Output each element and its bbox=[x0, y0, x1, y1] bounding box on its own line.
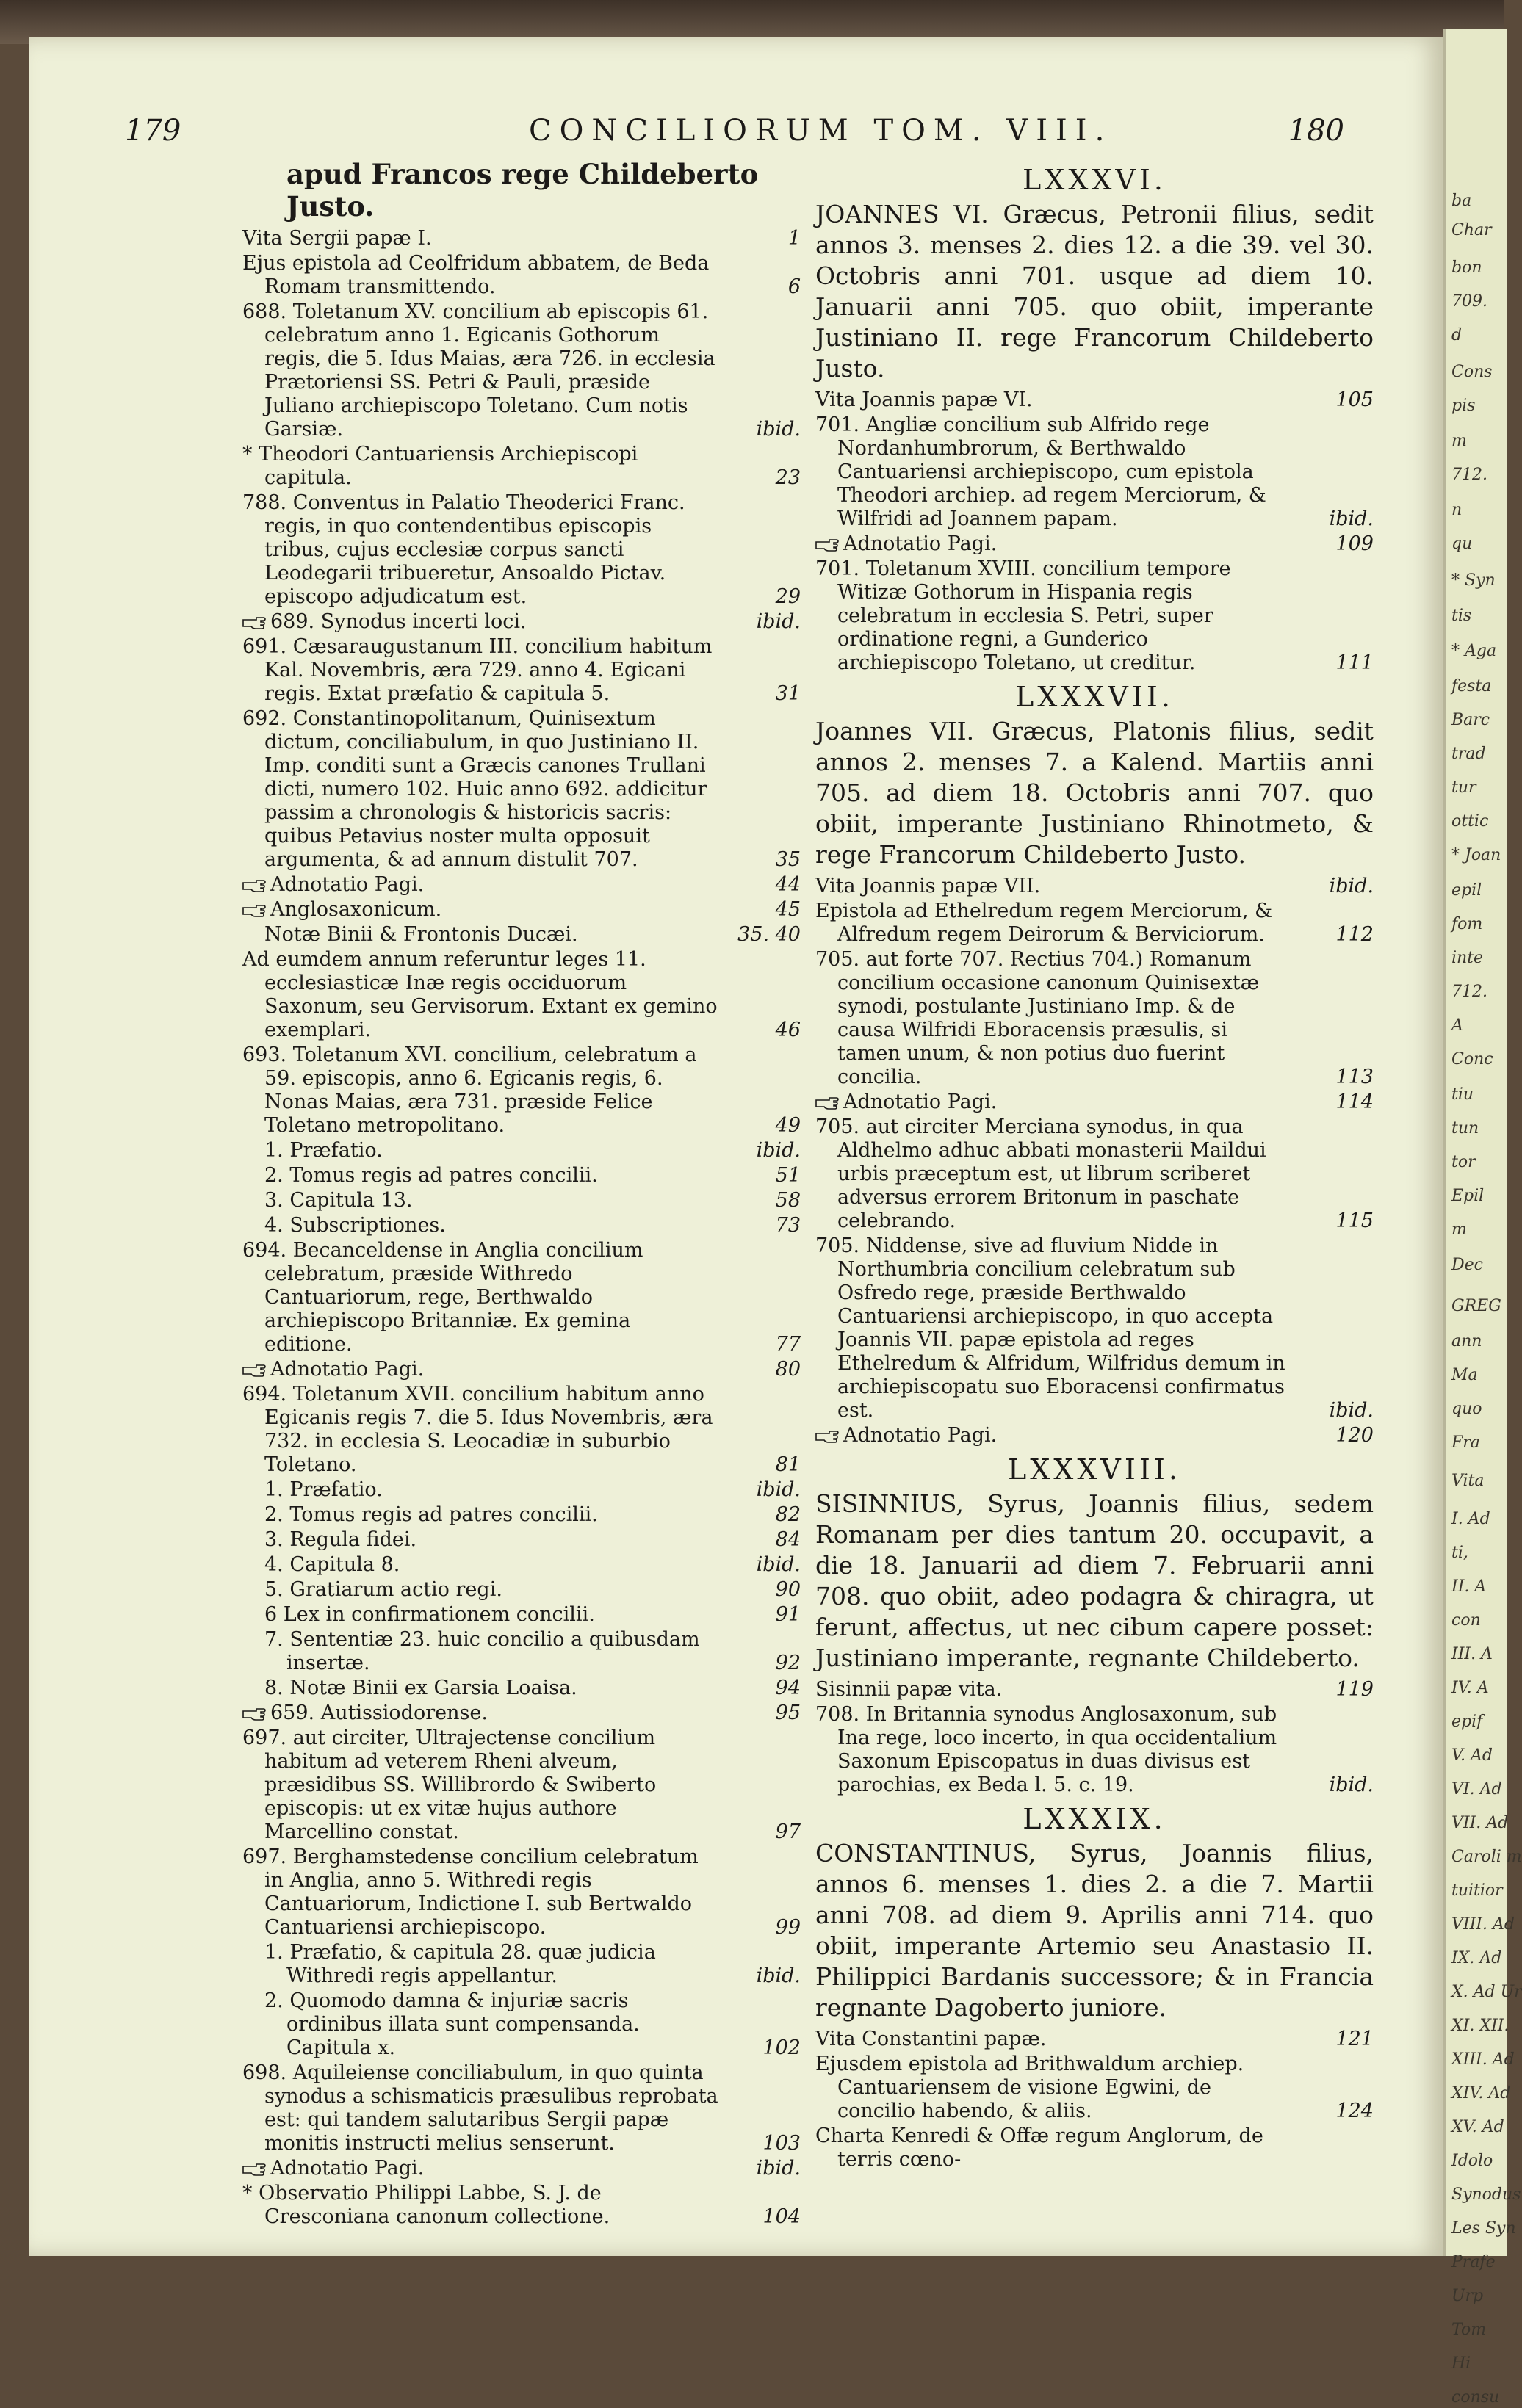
index-entry bbox=[242, 1845, 801, 1939]
column-title: apud Francos rege Childeberto Justo. bbox=[286, 158, 759, 223]
next-page-edge bbox=[1443, 29, 1522, 2407]
next-page-fragment: Epil bbox=[1451, 1187, 1485, 1205]
entry-page-ref: ibid. bbox=[1329, 875, 1374, 897]
running-title: CONCILIORUM TOM. VIII. bbox=[529, 114, 1113, 148]
entry-page-ref: 44 bbox=[775, 873, 801, 896]
entry-text: Vita Sergii papæ I. bbox=[242, 227, 432, 250]
entry-text: Adnotatio Pagi. bbox=[242, 2157, 720, 2180]
pontificate-heading: LXXXVI. bbox=[1023, 164, 1166, 196]
entry-page-ref: 84 bbox=[775, 1528, 801, 1551]
index-entry bbox=[242, 2061, 801, 2155]
next-page-fragment: Fra bbox=[1451, 1433, 1480, 1452]
next-page-fragment: Caroli m bbox=[1451, 1848, 1522, 1866]
next-page-fragment: * Aga bbox=[1451, 642, 1497, 660]
next-page-fragment: m bbox=[1451, 1221, 1467, 1239]
next-page-fragment: tuitior bbox=[1451, 1881, 1503, 1900]
entry-text: 694. Toletanum XVII. concilium habitum anno Egicanis regis 7. die 5. Idus Novembris, æra 732. in ecclesia S. Leocadiæ in suburbio Toletano. bbox=[242, 1383, 713, 1476]
next-page-fragment: quo bbox=[1451, 1400, 1482, 1418]
index-entry bbox=[242, 1383, 801, 1477]
entry-text: Vita Joannis papæ VI. bbox=[815, 388, 1033, 411]
entry-text: Adnotatio Pagi. bbox=[815, 1424, 1293, 1447]
entry-page-ref: ibid. bbox=[756, 1139, 801, 1162]
next-page-fragment: VII. Ad bbox=[1451, 1814, 1509, 1832]
next-page-fragment: 712. bbox=[1451, 983, 1487, 1001]
next-page-fragment: bon bbox=[1451, 258, 1482, 277]
next-page-fragment: Dec bbox=[1451, 1256, 1483, 1274]
entry-page-ref: 109 bbox=[1335, 532, 1374, 555]
entry-text: 705. aut forte 707. Rectius 704.) Romanum concilium occasione canonum Quinisextæ synodi, postulante Justiniano Imp. & de causa Wilfridi Eboracensis præsulis, si tamen unum, & non potius duo fuerint concilia. bbox=[815, 948, 1259, 1088]
pontificate-heading: LXXXVIII. bbox=[1008, 1453, 1181, 1486]
next-page-fragment: trad bbox=[1451, 745, 1486, 763]
index-entry bbox=[242, 1628, 801, 1675]
index-entry bbox=[242, 1503, 801, 1527]
entry-page-ref: 124 bbox=[1335, 2100, 1374, 2122]
page-header bbox=[125, 114, 1344, 158]
entry-page-ref: ibid. bbox=[756, 1553, 801, 1576]
page-number-left: 179 bbox=[125, 114, 181, 148]
next-page-fragment: Les Syn bbox=[1451, 2219, 1516, 2238]
next-page-fragment: Tom bbox=[1451, 2321, 1487, 2339]
next-page-fragment: tiu bbox=[1451, 1085, 1474, 1104]
entry-text: 689. Synodus incerti loci. bbox=[242, 610, 720, 634]
entry-text: Ejus epistola ad Ceolfridum abbatem, de Beda Romam transmittendo. bbox=[242, 252, 710, 298]
index-entry bbox=[242, 1578, 801, 1602]
entry-text: * Theodori Cantuariensis Archiepiscopi capitula. bbox=[242, 443, 638, 489]
index-entry bbox=[815, 1091, 1374, 1114]
entry-text: 2. Tomus regis ad patres concilii. bbox=[264, 1503, 598, 1526]
entry-page-ref: 97 bbox=[775, 1821, 801, 1843]
next-page-fragment: VI. Ad bbox=[1451, 1780, 1502, 1798]
index-entry bbox=[815, 1116, 1374, 1233]
entry-text: 3. Capitula 13. bbox=[264, 1189, 413, 1212]
index-entry bbox=[242, 1603, 801, 1627]
pontificate-summary: CONSTANTINUS, Syrus, Joannis filius, annos 6. menses 1. dies 2. a die 7. Martii anni 708. ad diem 9. Aprilis anni 714. quo obiit, imperante Artemio seu Anastasio II. Philippici Bardanis successore; & in Francia regnante Dagoberto juniore. bbox=[815, 1839, 1374, 2022]
entry-page-ref: 113 bbox=[1335, 1066, 1374, 1088]
entry-page-ref: 82 bbox=[775, 1503, 801, 1526]
entry-page-ref: 105 bbox=[1335, 388, 1374, 411]
next-page-fragment: XV. Ad bbox=[1451, 2118, 1504, 2136]
next-page-fragment: fom bbox=[1451, 915, 1483, 933]
entry-page-ref: 51 bbox=[775, 1164, 801, 1187]
entry-text: Epistola ad Ethelredum regem Merciorum, & Alfredum regem Deirorum & Berviciorum. bbox=[815, 900, 1273, 946]
next-page-fragment: tis bbox=[1451, 607, 1472, 625]
index-entry bbox=[815, 1234, 1374, 1422]
entry-page-ref: 35 bbox=[775, 848, 801, 871]
entry-page-ref: ibid. bbox=[1329, 507, 1374, 530]
entry-page-ref: 121 bbox=[1335, 2028, 1374, 2050]
entry-page-ref: 95 bbox=[775, 1702, 801, 1724]
next-page-fragment: ann bbox=[1451, 1332, 1482, 1351]
index-entry bbox=[242, 610, 801, 634]
entry-text: 5. Gratiarum actio regi. bbox=[264, 1578, 502, 1601]
entry-page-ref: 46 bbox=[775, 1019, 801, 1041]
entry-page-ref: 58 bbox=[775, 1189, 801, 1212]
entry-text: Sisinnii papæ vita. bbox=[815, 1678, 1003, 1701]
index-entry bbox=[815, 900, 1374, 947]
next-page-fragment: Conc bbox=[1451, 1050, 1493, 1069]
index-entry bbox=[242, 491, 801, 609]
index-entry bbox=[242, 1358, 801, 1381]
index-entry bbox=[242, 2157, 801, 2180]
entry-text: 697. aut circiter, Ultrajectense concilium habitum ad veterem Rheni alveum, præsidibus SS. Willibrordo & Swiberto episcopis: ut ex vitæ hujus authore Marcellino constat. bbox=[242, 1727, 657, 1843]
entry-page-ref: 120 bbox=[1335, 1424, 1374, 1447]
entry-text: 705. aut circiter Merciana synodus, in qua Aldhelmo adhuc abbati monasterii Maildui urbis præceptum est, ut librum scriberet adversus errorem Britonum in paschate celebrando. bbox=[815, 1116, 1266, 1232]
next-page-fragment: tur bbox=[1451, 778, 1476, 797]
entry-page-ref: 77 bbox=[775, 1333, 801, 1356]
index-entry bbox=[242, 1989, 801, 2060]
entry-text: 659. Autissiodorense. bbox=[242, 1702, 720, 1725]
entry-text: 691. Cæsaraugustanum III. concilium habitum Kal. Novembris, æra 729. anno 4. Egicani regis. Extat præfatio & capitula 5. bbox=[242, 635, 713, 705]
entry-page-ref: 111 bbox=[1335, 651, 1374, 674]
index-entry bbox=[242, 1139, 801, 1163]
index-entry bbox=[815, 948, 1374, 1089]
entry-text: 697. Berghamstedense concilium celebratum in Anglia, anno 5. Withredi regis Cantuariorum, Indictione I. sub Bertwaldo Cantuariensi archiepiscopo. bbox=[242, 1845, 699, 1939]
entry-text: Charta Kenredi & Offæ regum Anglorum, de terris cœno- bbox=[815, 2125, 1263, 2171]
pointing-hand-icon bbox=[242, 616, 266, 629]
next-page-fragment: VIII. Ad bbox=[1451, 1915, 1515, 1934]
index-entry bbox=[815, 413, 1374, 531]
next-page-fragment: con bbox=[1451, 1611, 1481, 1630]
next-page-fragment: * Joan bbox=[1451, 846, 1501, 864]
index-entry bbox=[242, 252, 801, 299]
entry-page-ref: 104 bbox=[762, 2205, 801, 2228]
next-page-fragment: I. Ad bbox=[1451, 1510, 1490, 1528]
entry-page-ref: 119 bbox=[1335, 1678, 1374, 1701]
pontificate-heading: LXXXIX. bbox=[1023, 1803, 1166, 1835]
index-entry bbox=[242, 1189, 801, 1212]
entry-page-ref: 1 bbox=[787, 227, 801, 250]
entry-text: 6 Lex in confirmationem concilii. bbox=[264, 1603, 595, 1626]
next-page-fragment: Ma bbox=[1451, 1366, 1478, 1384]
next-page-fragment: Vita bbox=[1451, 1472, 1485, 1490]
entry-text: 2. Tomus regis ad patres concilii. bbox=[264, 1164, 598, 1187]
index-entry bbox=[242, 1727, 801, 1844]
index-entry bbox=[242, 1214, 801, 1237]
entry-page-ref: 90 bbox=[775, 1578, 801, 1601]
entry-page-ref: 103 bbox=[762, 2132, 801, 2155]
entry-text: Adnotatio Pagi. bbox=[815, 1091, 1293, 1114]
entry-page-ref: ibid. bbox=[756, 1964, 801, 1987]
entry-text: 705. Niddense, sive ad fluvium Nidde in Northumbria concilium celebratum sub Osfredo rege, præside Berthwaldo Cantuariensi archiepiscopo, in quo accepta Joannis VII. papæ epistola ad reges Ethelredum & Alfridum, Wilfridus demum in archiepiscopatu suo Eboracensi confirmatus est. bbox=[815, 1234, 1285, 1422]
entry-text: Vita Constantini papæ. bbox=[815, 2028, 1047, 2050]
entry-page-ref: 45 bbox=[775, 898, 801, 921]
index-entry bbox=[242, 443, 801, 490]
entry-text: Notæ Binii & Frontonis Ducæi. bbox=[264, 923, 578, 946]
entry-page-ref: 80 bbox=[775, 1358, 801, 1381]
entry-text: 692. Constantinopolitanum, Quinisextum dictum, conciliabulum, in quo Justiniano II. Imp. conditi sunt a Græcis canones Trullani dicti, numero 102. Huic anno 692. addicitur passim a chronologis & historicis sacris: quibus Petavius noster multa opposuit argumenta, & ad annum distulit 707. bbox=[242, 707, 707, 871]
next-page-fragment: epil bbox=[1451, 881, 1482, 900]
next-page-fragment: X. Ad Ur bbox=[1451, 1983, 1522, 2001]
left-column bbox=[242, 158, 801, 2230]
entry-page-ref: 31 bbox=[775, 682, 801, 705]
entry-page-ref: 94 bbox=[775, 1677, 801, 1699]
next-page-fragment: qu bbox=[1451, 535, 1473, 553]
index-entry bbox=[242, 2182, 801, 2229]
entry-page-ref: ibid. bbox=[756, 418, 801, 441]
next-page-fragment: * Syn bbox=[1451, 571, 1496, 590]
next-page-fragment: festa bbox=[1451, 677, 1492, 695]
entry-text: 8. Notæ Binii ex Garsia Loaisa. bbox=[264, 1677, 577, 1699]
pointing-hand-icon bbox=[815, 1430, 839, 1443]
next-page-fragment: ottic bbox=[1451, 812, 1489, 831]
next-page-fragment: IX. Ad bbox=[1451, 1949, 1502, 1967]
entry-page-ref: 35. 40 bbox=[737, 923, 801, 946]
next-page-fragment: tor bbox=[1451, 1153, 1476, 1171]
entry-page-ref: 102 bbox=[762, 2036, 801, 2059]
entry-page-ref: 114 bbox=[1335, 1091, 1374, 1113]
index-entry bbox=[815, 1703, 1374, 1797]
entry-text: 693. Toletanum XVI. concilium, celebratum a 59. episcopis, anno 6. Egicanis regis, 6. Nonas Maias, æra 731. præside Felice Toletano metropolitano. bbox=[242, 1044, 697, 1137]
pointing-hand-icon bbox=[242, 1707, 266, 1721]
pointing-hand-icon bbox=[815, 538, 839, 552]
index-entry bbox=[242, 898, 801, 922]
next-page-fragment: Barc bbox=[1451, 711, 1490, 729]
next-page-fragment: epif bbox=[1451, 1713, 1483, 1731]
index-entry bbox=[815, 557, 1374, 675]
entry-page-ref: 92 bbox=[775, 1652, 801, 1674]
next-page-fragment: Cons bbox=[1451, 363, 1493, 381]
next-page-fragment: IV. A bbox=[1451, 1679, 1489, 1697]
next-page-fragment: 709. bbox=[1451, 292, 1487, 311]
next-page-fragment: V. Ad bbox=[1451, 1746, 1493, 1765]
next-page-fragment: Idolo bbox=[1451, 2152, 1493, 2170]
next-page-fragment: m bbox=[1451, 432, 1467, 450]
index-entry bbox=[815, 2028, 1374, 2051]
entry-text: 1. Præfatio. bbox=[264, 1139, 383, 1162]
entry-text: Ejusdem epistola ad Brithwaldum archiep. Cantuariensem de visione Egwini, de concilio habendo, & aliis. bbox=[815, 2053, 1244, 2122]
next-page-fragment: Synodus bbox=[1451, 2185, 1521, 2204]
entry-page-ref: ibid. bbox=[1329, 1399, 1374, 1422]
pontificate-summary: Joannes VII. Græcus, Platonis filius, sedit annos 2. menses 7. a Kalend. Martiis anni 705. ad diem 18. Octobris anni 707. quo obiit, imperante Justiniano Rhinotmeto, & rege Francorum Childeberto Justo. bbox=[815, 717, 1374, 869]
entry-text: 701. Angliæ concilium sub Alfrido rege Nordanhumbrorum, & Berthwaldo Cantuariensi archiepiscopo, cum epistola Theodori archiep. ad regem Merciorum, & Wilfridi ad Joannem papam. bbox=[815, 413, 1266, 530]
pontificate-summary: SISINNIUS, Syrus, Joannis filius, sedem Romanam per dies tantum 20. occupavit, a die 18. Januarii ad diem 7. Februarii anni 708. quo obiit, adeo podagra & chiragra, ut ferunt, affectus, ut nec cibum capere posset: Justiniano imperante, regnante Childeberto. bbox=[815, 1489, 1374, 1672]
entry-text: * Observatio Philippi Labbe, S. J. de Cresconiana canonum collectione. bbox=[242, 2182, 610, 2228]
pointing-hand-icon bbox=[242, 879, 266, 892]
next-page-fragment: A bbox=[1451, 1016, 1463, 1035]
entry-text: 1. Præfatio, & capitula 28. quæ judicia Withredi regis appellantur. bbox=[264, 1941, 656, 1987]
index-entry bbox=[242, 227, 801, 250]
entry-text: Adnotatio Pagi. bbox=[242, 1358, 720, 1381]
next-page-fragment: ba bbox=[1451, 192, 1472, 210]
next-page-fragment: II. A bbox=[1451, 1577, 1487, 1596]
next-page-fragment: inte bbox=[1451, 949, 1484, 967]
index-entry bbox=[815, 2053, 1374, 2123]
index-entry bbox=[815, 532, 1374, 556]
next-page-fragment: 712. bbox=[1451, 466, 1487, 484]
index-entry bbox=[815, 875, 1374, 898]
right-column bbox=[815, 158, 1374, 2173]
entry-page-ref: ibid. bbox=[1329, 1774, 1374, 1796]
entry-text: Ad eumdem annum referuntur leges 11. ecclesiasticæ Inæ regis occiduorum Saxonum, seu Gervisorum. Extant ex gemino exemplari. bbox=[242, 948, 718, 1041]
entry-page-ref: 6 bbox=[787, 275, 801, 298]
entry-text: Adnotatio Pagi. bbox=[242, 873, 720, 897]
entry-page-ref: ibid. bbox=[756, 610, 801, 633]
index-entry bbox=[242, 1528, 801, 1552]
entry-text: Vita Joannis papæ VII. bbox=[815, 875, 1041, 897]
index-entry bbox=[242, 1044, 801, 1138]
entry-page-ref: ibid. bbox=[756, 2157, 801, 2180]
next-page-fragment: XI. XII. bbox=[1451, 2017, 1510, 2035]
entry-page-ref: 49 bbox=[775, 1114, 801, 1137]
entry-page-ref: 112 bbox=[1335, 923, 1374, 946]
pointing-hand-icon bbox=[242, 904, 266, 917]
next-page-fragment: XIV. Ad bbox=[1451, 2084, 1511, 2103]
next-page-fragment: Hi bbox=[1451, 2354, 1471, 2373]
index-entry bbox=[815, 1424, 1374, 1447]
index-entry bbox=[242, 948, 801, 1042]
index-entry bbox=[242, 1239, 801, 1356]
entry-text: 708. In Britannia synodus Anglosaxonum, sub Ina rege, loco incerto, in qua occidentalium Saxonum Episcopatus in duas divisus est parochias, ex Beda l. 5. c. 19. bbox=[815, 1703, 1277, 1796]
entry-page-ref: 81 bbox=[775, 1453, 801, 1476]
pontificate-summary: JOANNES VI. Græcus, Petronii filius, sedit annos 3. menses 2. dies 12. a die 39. vel 30. Octobris anni 701. usque ad diem 10. Januarii anni 705. quo obiit, imperante Justiniano II. rege Francorum Childeberto Justo. bbox=[815, 200, 1374, 383]
index-entry bbox=[815, 2125, 1374, 2172]
entry-text: 2. Quomodo damna & injuriæ sacris ordinibus illata sunt compensanda. Capitula x. bbox=[264, 1989, 640, 2059]
index-entry bbox=[815, 388, 1374, 412]
index-entry bbox=[242, 1478, 801, 1502]
next-page-fragment: III. A bbox=[1451, 1645, 1493, 1663]
entry-text: 3. Regula fidei. bbox=[264, 1528, 417, 1551]
entry-text: 4. Capitula 8. bbox=[264, 1553, 400, 1576]
index-entry bbox=[242, 873, 801, 897]
entry-page-ref: 91 bbox=[775, 1603, 801, 1626]
next-page-fragment: d bbox=[1451, 326, 1463, 344]
index-entry bbox=[242, 1553, 801, 1577]
entry-text: 1. Præfatio. bbox=[264, 1478, 383, 1501]
next-page-fragment: Char bbox=[1451, 221, 1492, 239]
pointing-hand-icon bbox=[242, 2163, 266, 2176]
entry-text: Anglosaxonicum. bbox=[242, 898, 720, 922]
entry-text: 698. Aquileiense conciliabulum, in quo quinta synodus a schismaticis præsulibus reprobata est: qui tandem salutaribus Sergii papæ monitis instructi melius senserunt. bbox=[242, 2061, 718, 2155]
entry-page-ref: ibid. bbox=[756, 1478, 801, 1501]
next-page-fragment: tun bbox=[1451, 1119, 1479, 1138]
index-entry bbox=[242, 300, 801, 441]
entry-text: 4. Subscriptiones. bbox=[264, 1214, 446, 1237]
next-page-fragment: ti, bbox=[1451, 1544, 1468, 1562]
next-page-fragment: n bbox=[1451, 501, 1463, 519]
index-entry bbox=[242, 707, 801, 872]
entry-text: 701. Toletanum XVIII. concilium tempore Witizæ Gothorum in Hispania regis celebratum in ecclesia S. Petri, super ordinatione regni, a Gunderico archiepiscopo Toletano, ut creditur. bbox=[815, 557, 1231, 674]
entry-text: 788. Conventus in Palatio Theoderici Franc. regis, in quo contendentibus episcopis tribus, cujus ecclesiæ corpus sancti Leodegarii tribueretur, Ansoaldo Pictav. episcopo adjudicatum est. bbox=[242, 491, 685, 608]
index-entry bbox=[242, 1164, 801, 1187]
entry-text: 7. Sententiæ 23. huic concilio a quibusdam insertæ. bbox=[264, 1628, 700, 1674]
index-entry bbox=[242, 1941, 801, 1988]
index-entry bbox=[242, 1677, 801, 1700]
entry-text: 688. Toletanum XV. concilium ab episcopis 61. celebratum anno 1. Egicanis Gothorum regis, die 5. Idus Maias, æra 726. in ecclesia Prætoriensi SS. Petri & Pauli, præside Juliano archiepiscopo Toletano. Cum notis Garsiæ. bbox=[242, 300, 715, 441]
index-entry bbox=[815, 1678, 1374, 1702]
pontificate-heading: LXXXVII. bbox=[1015, 681, 1174, 713]
index-entry bbox=[242, 923, 801, 947]
next-page-fragment: pis bbox=[1451, 397, 1476, 415]
page-number-right: 180 bbox=[1288, 114, 1344, 148]
entry-page-ref: 23 bbox=[775, 466, 801, 489]
entry-page-ref: 29 bbox=[775, 585, 801, 608]
next-page-fragment: GREG bbox=[1451, 1297, 1501, 1315]
pointing-hand-icon bbox=[242, 1364, 266, 1377]
entry-page-ref: 73 bbox=[775, 1214, 801, 1237]
index-entry bbox=[242, 635, 801, 706]
entry-text: 694. Becanceldense in Anglia concilium celebratum, præside Withredo Cantuariorum, rege, Berthwaldo archiepiscopo Britanniæ. Ex gemina editione. bbox=[242, 1239, 643, 1356]
next-page-fragment: Prafe bbox=[1451, 2253, 1496, 2271]
pointing-hand-icon bbox=[815, 1096, 839, 1110]
index-entry bbox=[242, 1702, 801, 1725]
entry-page-ref: 99 bbox=[775, 1916, 801, 1939]
next-page-fragment: Urp bbox=[1451, 2287, 1484, 2305]
entry-text: Adnotatio Pagi. bbox=[815, 532, 1293, 556]
next-page-fragment: XIII. Ad bbox=[1451, 2050, 1515, 2069]
next-page-fragment: consu bbox=[1451, 2388, 1500, 2407]
entry-page-ref: 115 bbox=[1335, 1210, 1374, 1232]
